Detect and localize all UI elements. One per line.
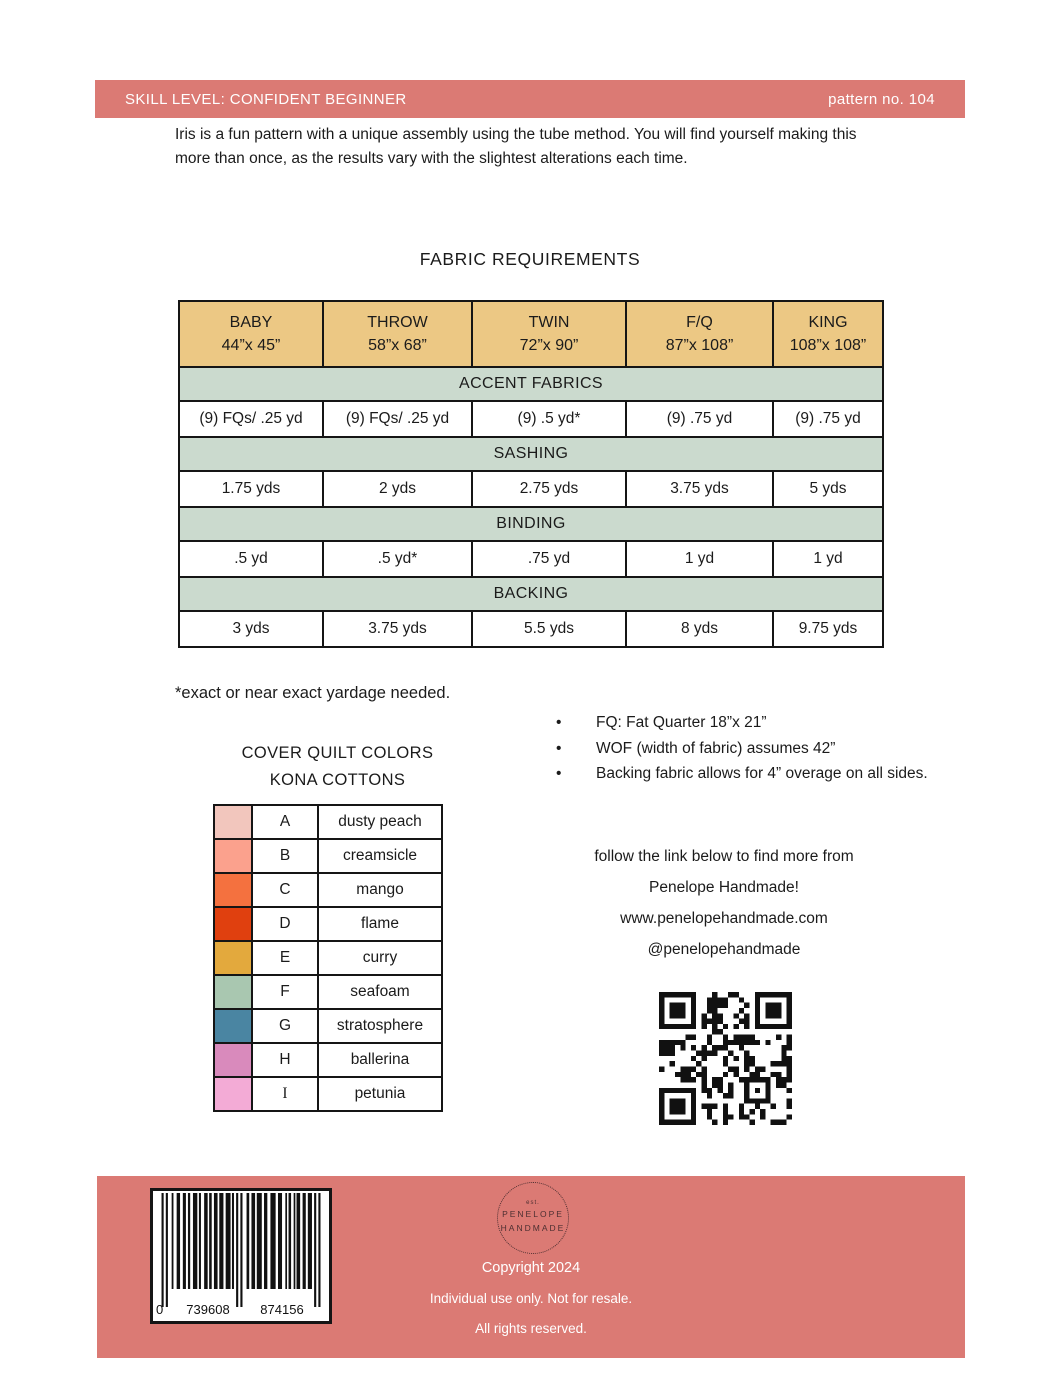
yardage-value-cell: (9) FQs/ .25 yd: [179, 401, 323, 437]
color-swatch: [214, 1077, 252, 1111]
size-column-header: [626, 301, 773, 367]
barcode-digit-left: 0: [156, 1302, 164, 1317]
color-swatch: [214, 873, 252, 907]
yardage-value-cell: 5 yds: [773, 471, 883, 507]
color-letter: H: [252, 1043, 318, 1077]
color-letter: E: [252, 941, 318, 975]
cover-title-line2: KONA COTTONS: [269, 771, 406, 790]
color-name: curry: [318, 941, 442, 975]
size-dimensions: 44”x 45”: [221, 337, 281, 354]
links-block: [540, 848, 908, 972]
color-name: ballerina: [318, 1043, 442, 1077]
note-text: FQ: Fat Quarter 18”x 21”: [596, 714, 767, 731]
yardage-footnote: *exact or near exact yardage needed.: [175, 684, 451, 702]
section-band-label: ACCENT FABRICS: [179, 367, 883, 401]
logo-name-line2: HANDMADE: [500, 1223, 566, 1233]
yardage-value-cell: 2.75 yds: [472, 471, 626, 507]
size-column-header: [179, 301, 323, 367]
logo-est-text: est.: [526, 1200, 540, 1207]
yardage-value-cell: 3.75 yds: [626, 471, 773, 507]
qr-code: [659, 992, 792, 1125]
yardage-value-cell: 5.5 yds: [472, 611, 626, 647]
yardage-value-cell: 8 yds: [626, 611, 773, 647]
pattern-number-label: pattern no. 104: [828, 90, 935, 108]
barcode-group1: 739608: [186, 1302, 230, 1317]
logo-name-line1: PENELOPE: [502, 1209, 564, 1220]
bullet-icon: •: [556, 739, 562, 757]
color-letter: C: [252, 873, 318, 907]
size-column-header: [323, 301, 472, 367]
yardage-value-cell: 3.75 yds: [323, 611, 472, 647]
fabric-table-body: [179, 301, 883, 647]
kona-color-row: [214, 975, 442, 1009]
penelope-handmade-logo: [497, 1182, 569, 1254]
copyright-text: Copyright 2024: [481, 1260, 581, 1276]
note-text: WOF (width of fabric) assumes 42”: [596, 739, 836, 757]
color-name: creamsicle: [318, 839, 442, 873]
kona-color-row: [214, 839, 442, 873]
size-column-header: [472, 301, 626, 367]
kona-colors-table: [213, 804, 443, 1112]
color-name: seafoam: [318, 975, 442, 1009]
usage-text: Individual use only. Not for resale.: [429, 1291, 633, 1306]
note-text: Backing fabric allows for 4” overage on all sides.: [596, 765, 928, 782]
cover-title-line1: COVER QUILT COLORS: [241, 744, 434, 762]
bullet-icon: •: [556, 765, 562, 782]
color-letter: G: [252, 1009, 318, 1043]
yardage-value-cell: 9.75 yds: [773, 611, 883, 647]
color-swatch: [214, 1009, 252, 1043]
yardage-value-cell: 1.75 yds: [179, 471, 323, 507]
header-bar: [95, 80, 965, 118]
size-name: TWIN: [528, 313, 570, 331]
skill-level-label: SKILL LEVEL: CONFIDENT BEGINNER: [125, 90, 407, 108]
brand-name-text: Penelope Handmade!: [649, 879, 799, 896]
color-swatch: [214, 1043, 252, 1077]
section-band-label: BINDING: [179, 507, 883, 541]
color-letter: B: [252, 839, 318, 873]
kona-color-row: [214, 1043, 442, 1077]
color-swatch: [214, 941, 252, 975]
kona-color-row: [214, 873, 442, 907]
size-dimensions: 87”x 108”: [665, 337, 734, 354]
yardage-value-cell: (9) .75 yd: [626, 401, 773, 437]
kona-color-row: [214, 907, 442, 941]
color-letter: A: [252, 805, 318, 839]
color-swatch: [214, 907, 252, 941]
cover-quilt-colors-title: [175, 740, 500, 794]
size-name: F/Q: [686, 313, 713, 331]
yardage-value-cell: (9) .5 yd*: [472, 401, 626, 437]
intro-paragraph: Iris is a fun pattern with a unique assembly using the tube method. You will find yourself making this more than once, as the results vary with the slightest alterations each time.: [175, 126, 857, 168]
fabric-requirements-title: FABRIC REQUIREMENTS: [419, 249, 641, 269]
kona-table-body: [214, 805, 442, 1111]
yardage-value-cell: (9) .75 yd: [773, 401, 883, 437]
color-swatch: [214, 805, 252, 839]
yardage-value-cell: 1 yd: [773, 541, 883, 577]
note-item: [550, 710, 935, 736]
yardage-value-cell: .75 yd: [472, 541, 626, 577]
yardage-value-cell: 2 yds: [323, 471, 472, 507]
yardage-value-cell: .5 yd*: [323, 541, 472, 577]
color-swatch: [214, 975, 252, 1009]
color-swatch: [214, 839, 252, 873]
size-column-header: [773, 301, 883, 367]
kona-color-row: [214, 1009, 442, 1043]
yardage-value-cell: 1 yd: [626, 541, 773, 577]
section-band-label: SASHING: [179, 437, 883, 471]
color-name: petunia: [318, 1077, 442, 1111]
rights-text: All rights reserved.: [475, 1321, 587, 1336]
fabric-requirements-table: [178, 300, 884, 648]
kona-color-row: [214, 805, 442, 839]
color-name: dusty peach: [318, 805, 442, 839]
section-band-label: BACKING: [179, 577, 883, 611]
size-name: KING: [808, 313, 848, 331]
kona-color-row: [214, 941, 442, 975]
color-letter: F: [252, 975, 318, 1009]
yardage-value-cell: 3 yds: [179, 611, 323, 647]
bullet-icon: •: [556, 714, 562, 731]
color-name: mango: [318, 873, 442, 907]
size-name: BABY: [229, 313, 273, 331]
color-letter: D: [252, 907, 318, 941]
follow-text: follow the link below to find more from: [594, 848, 854, 865]
size-dimensions: 58”x 68”: [368, 337, 427, 354]
note-item: [550, 761, 935, 787]
yardage-value-cell: .5 yd: [179, 541, 323, 577]
color-letter: I: [252, 1077, 318, 1111]
footer-bar: [97, 1176, 965, 1358]
social-handle: @penelopehandmade: [647, 941, 801, 958]
kona-color-row: [214, 1077, 442, 1111]
size-name: THROW: [367, 313, 428, 331]
size-dimensions: 108”x 108”: [789, 337, 867, 354]
barcode-group2: 874156: [260, 1302, 304, 1317]
website-url: www.penelopehandmade.com: [620, 910, 828, 927]
color-name: stratosphere: [318, 1009, 442, 1043]
note-item: [550, 736, 935, 762]
fabric-notes-list: [550, 710, 935, 787]
color-name: flame: [318, 907, 442, 941]
yardage-value-cell: (9) FQs/ .25 yd: [323, 401, 472, 437]
size-dimensions: 72”x 90”: [519, 337, 579, 354]
